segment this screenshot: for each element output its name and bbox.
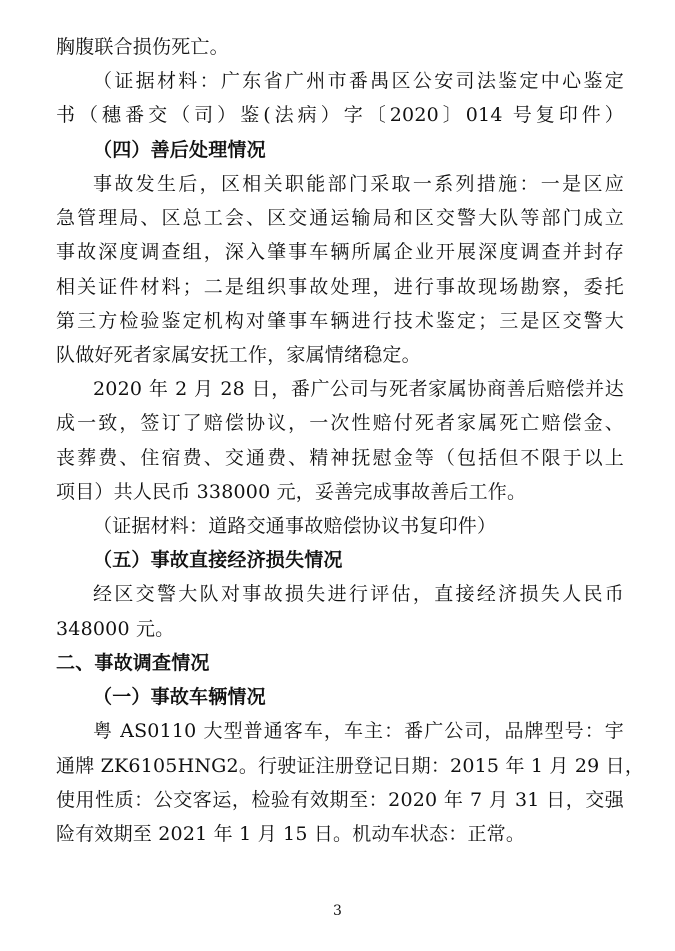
paragraph-line: 通牌 ZK6105HNG2。行驶证注册登记日期：2015 年 1 月 29 日， xyxy=(56,755,645,777)
section-heading: （一）事故车辆情况 xyxy=(93,686,266,708)
paragraph-line: 事故发生后，区相关职能部门采取一系列措施：一是区应 xyxy=(93,173,624,195)
text-line: 胸腹联合损伤死亡。 xyxy=(56,36,229,58)
paragraph-line: 第三方检验鉴定机构对肇事车辆进行技术鉴定；三是区交警大 xyxy=(56,310,624,332)
paragraph-line: 相关证件材料；二是组织事故处理，进行事故现场勘察，委托 xyxy=(56,276,624,298)
paragraph-line: 使用性质：公交客运，检验有效期至：2020 年 7 月 31 日，交强 xyxy=(56,789,624,811)
chapter-heading: 二、事故调查情况 xyxy=(56,652,210,674)
paragraph-line: 事故深度调查组，深入肇事车辆所属企业开展深度调查并封存 xyxy=(56,241,624,263)
page-number: 3 xyxy=(333,903,342,919)
evidence-note: 书（穗番交（司）鉴(法病）字〔2020〕014 号复印件） xyxy=(56,104,624,126)
paragraph-line: 348000 元。 xyxy=(56,618,175,640)
paragraph-line: 项目）共人民币 338000 元，妥善完成事故善后工作。 xyxy=(56,481,527,503)
evidence-note: （证据材料：道路交通事故赔偿协议书复印件） xyxy=(93,515,497,537)
paragraph-line: 经区交警大队对事故损失进行评估，直接经济损失人民币 xyxy=(93,583,624,605)
paragraph-line: 粤 AS0110 大型普通客车，车主：番广公司，品牌型号：宇 xyxy=(93,720,624,742)
paragraph-line: 成一致，签订了赔偿协议，一次性赔付死者家属死亡赔偿金、 xyxy=(56,412,624,434)
paragraph-line: 险有效期至 2021 年 1 月 15 日。机动车状态：正常。 xyxy=(56,823,526,845)
paragraph-line: 丧葬费、住宿费、交通费、精神抚慰金等（包括但不限于以上 xyxy=(56,447,624,469)
evidence-note: （证据材料：广东省广州市番禺区公安司法鉴定中心鉴定 xyxy=(93,70,624,92)
paragraph-line: 急管理局、区总工会、区交通运输局和区交警大队等部门成立 xyxy=(56,207,624,229)
section-heading: （四）善后处理情况 xyxy=(93,139,266,161)
section-heading: （五）事故直接经济损失情况 xyxy=(93,549,343,571)
paragraph-line: 2020 年 2 月 28 日，番广公司与死者家属协商善后赔偿并达 xyxy=(93,378,624,400)
paragraph-line: 队做好死者家属安抚工作，家属情绪稳定。 xyxy=(56,344,421,366)
